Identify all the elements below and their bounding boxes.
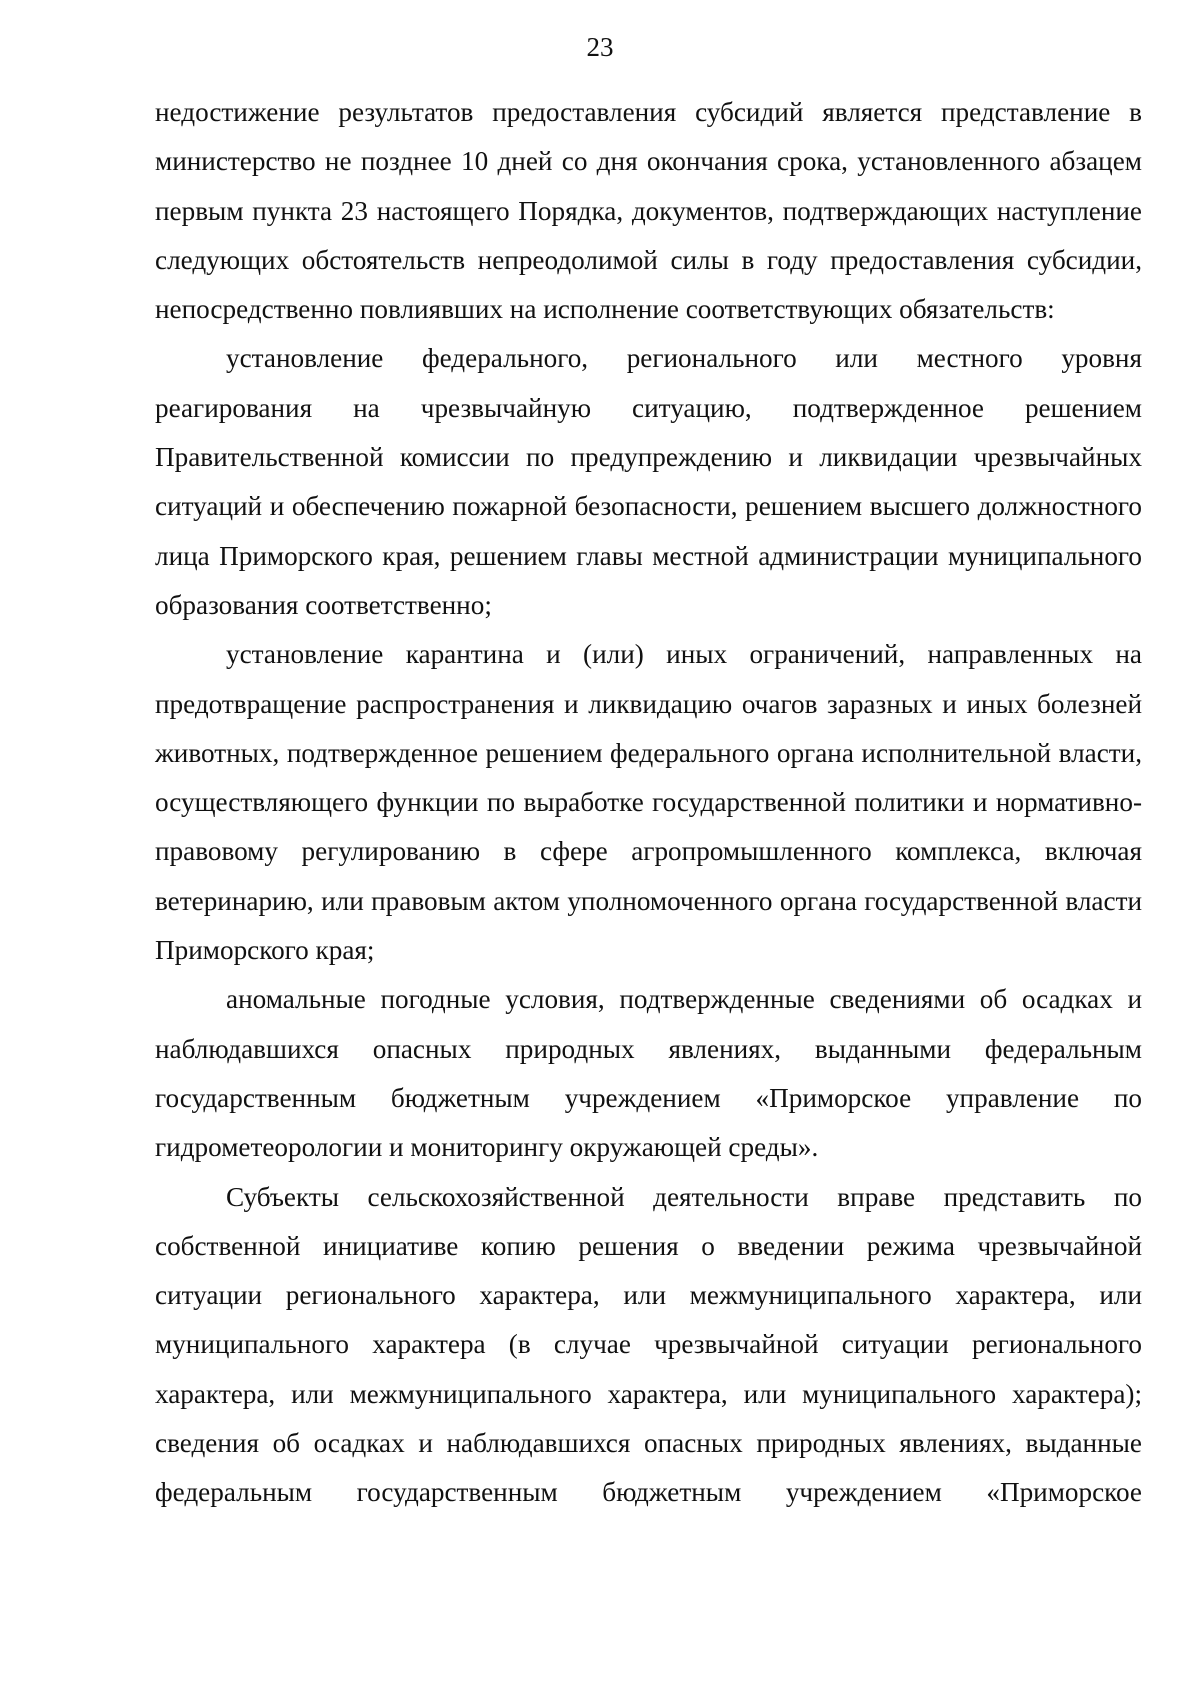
paragraph-quarantine: установление карантина и (или) иных ограничений, направленных на предотвращение распространения и ликвидацию очагов заразных и иных болезней животных, подтвержденное решением федерального органа исполнительной власти, осуществляющего функции по выработке государственной политики и нормативно-правовому регулированию в сфере агропромышленного комплекса, включая ветеринарию, или правовым актом уполномоченного органа государственной власти Приморского края;: [155, 639, 1142, 966]
paragraph-weather-conditions: аномальные погодные условия, подтвержденные сведениями об осадках и наблюдавшихся опасных природных явлениях, выданными федеральным государственным бюджетным учреждением «Приморское управление по гидрометеорологии и мониторингу окружающей среды».: [155, 984, 1142, 1163]
document-body: [155, 88, 1142, 1518]
paragraph-continuation: недостижение результатов предоставления субсидий является представление в министерство не позднее 10 дней со дня окончания срока, установленного абзацем первым пункта 23 настоящего Порядка, документов, подтверждающих наступление следующих обстоятельств непреодолимой силы в году предоставления субсидии, непосредственно повлиявших на исполнение соответствующих обязательств:: [155, 97, 1142, 325]
paragraph-emergency-response: установление федерального, регионального или местного уровня реагирования на чрезвычайную ситуацию, подтвержденное решением Правительственной комиссии по предупреждению и ликвидации чрезвычайных ситуаций и обеспечению пожарной безопасности, решением высшего должностного лица Приморского края, решением главы местной администрации муниципального образования соответственно;: [155, 343, 1142, 620]
page-number: 23: [586, 32, 614, 62]
paragraph-agricultural-subjects: Субъекты сельскохозяйственной деятельности вправе представить по собственной инициативе копию решения о введении режима чрезвычайной ситуации регионального характера, или межмуниципального характера, или муниципального характера (в случае чрезвычайной ситуации регионального характера, или межмуниципального характера, или муниципального характера); сведения об осадках и наблюдавшихся опасных природных явлениях, выданные федеральным государственным бюджетным учреждением «Приморское: [155, 1181, 1142, 1508]
